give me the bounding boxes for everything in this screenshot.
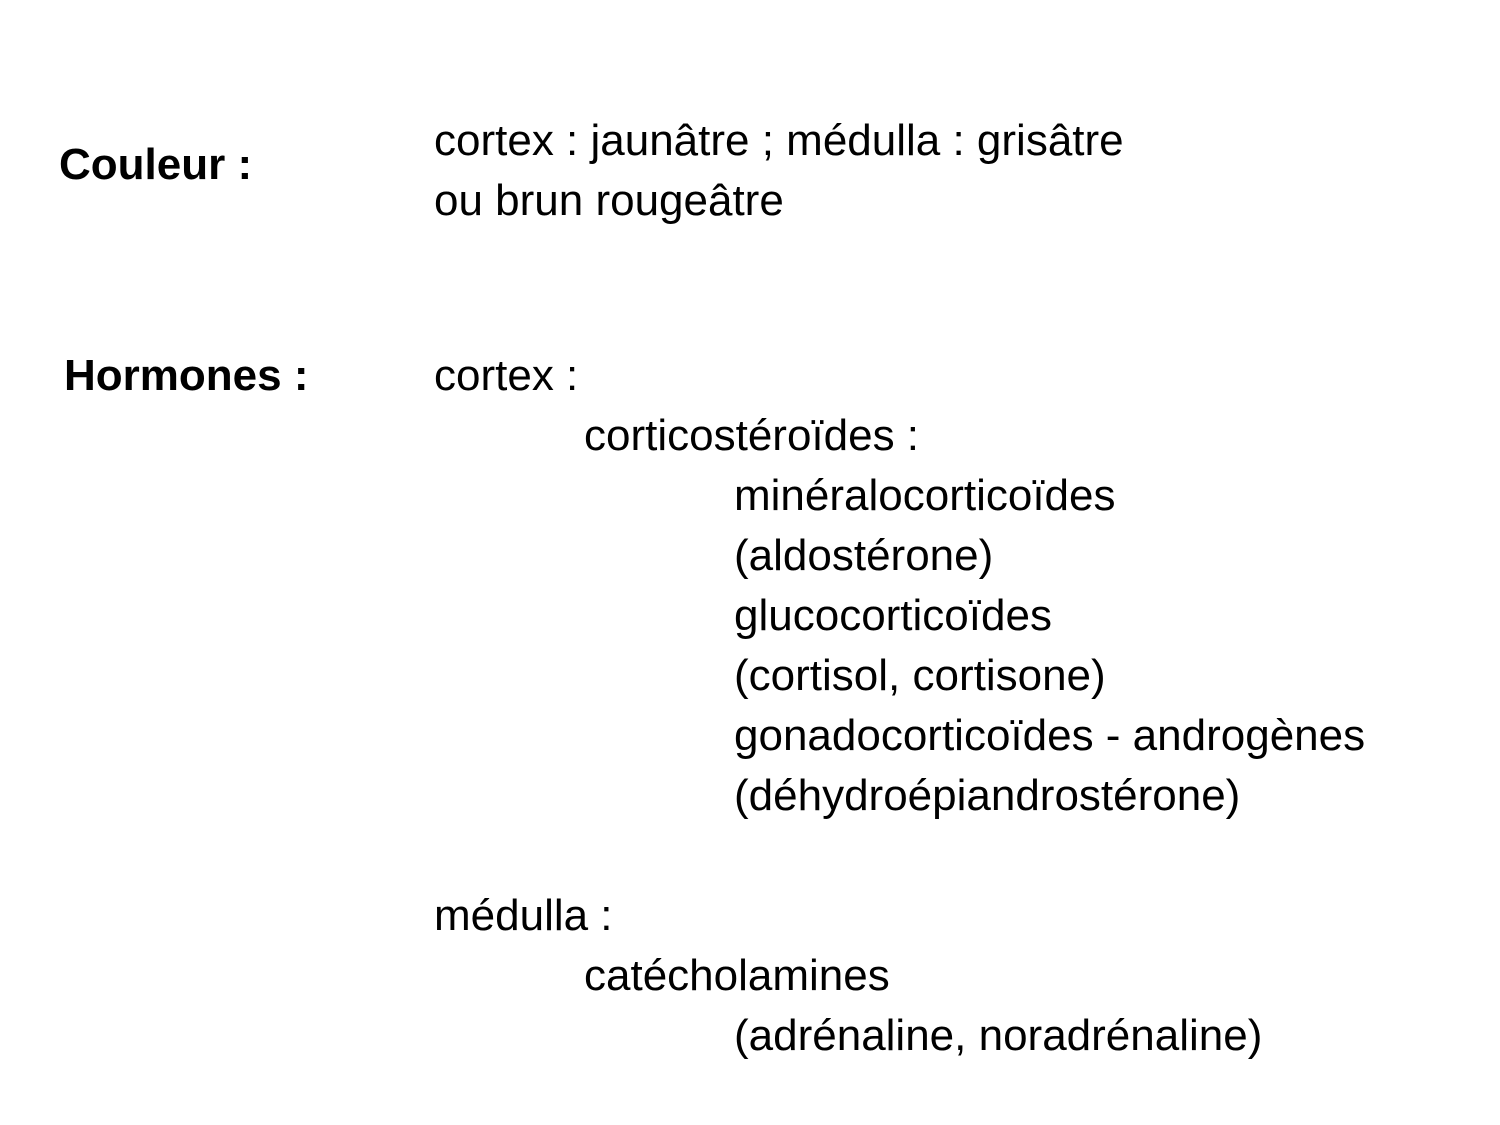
corticosteroides-subheading: corticostéroïdes : bbox=[584, 411, 920, 460]
hormones-label: Hormones : bbox=[64, 351, 309, 400]
hormone-item: (adrénaline, noradrénaline) bbox=[734, 1011, 1263, 1060]
cortex-heading: cortex : bbox=[434, 351, 579, 400]
catecholamines-subheading: catécholamines bbox=[584, 951, 890, 1000]
couleur-line: cortex : jaunâtre ; médulla : grisâtre bbox=[434, 116, 1124, 165]
couleur-line: ou brun rougeâtre bbox=[434, 176, 784, 225]
hormone-item: glucocorticoïdes bbox=[734, 591, 1052, 640]
hormone-item: minéralocorticoïdes bbox=[734, 471, 1116, 520]
hormone-item: gonadocorticoïdes - androgènes bbox=[734, 711, 1366, 760]
medulla-heading: médulla : bbox=[434, 891, 613, 940]
couleur-label: Couleur : bbox=[59, 140, 253, 189]
hormone-item: (aldostérone) bbox=[734, 531, 994, 580]
hormone-item: (cortisol, cortisone) bbox=[734, 651, 1106, 700]
hormone-item: (déhydroépiandrostérone) bbox=[734, 771, 1241, 820]
